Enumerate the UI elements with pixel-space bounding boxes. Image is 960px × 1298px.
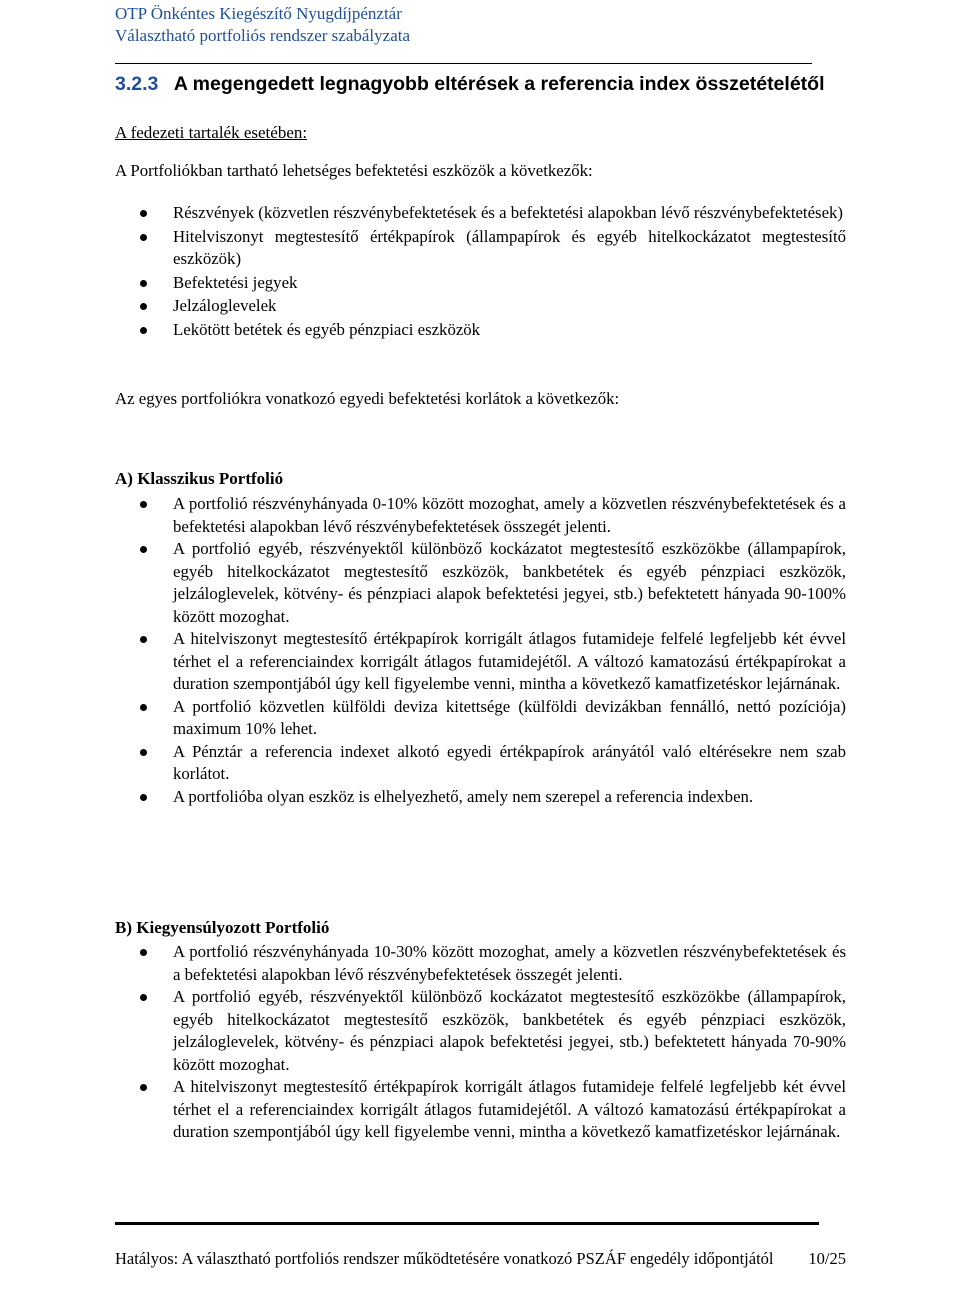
- list-item: A hitelviszonyt megtestesítő értékpapírok korrigált átlagos futamideje felfelé legfeljebb két évvel térhet el a referenciaindex korrigált átlagos futamidejétől. A változó kamatozású értékpapírokat a duration szempontjából úgy kell figyelembe venni, mintha a következő kamatfizetéskor lejárnának.: [115, 1076, 846, 1144]
- page-number: 10/25: [808, 1249, 846, 1268]
- bullet-icon: [140, 546, 147, 553]
- portfolio-b-title: B) Kiegyensúlyozott Portfolió: [115, 918, 330, 937]
- fedezeti-subtitle: A fedezeti tartalék esetében:: [115, 123, 308, 142]
- bullet-icon: [140, 1084, 147, 1091]
- list-item: A Pénztár a referencia indexet alkotó egyedi értékpapírok arányától való eltérésekre nem szab korlátot.: [115, 741, 846, 786]
- bullet-icon: [140, 794, 147, 801]
- list-item: A hitelviszonyt megtestesítő értékpapírok korrigált átlagos futamideje felfelé legfeljebb két évvel térhet el a referenciaindex korrigált átlagos futamidejétől. A változó kamatozású értékpapírokat a duration szempontjából úgy kell figyelembe venni, mintha a következő kamatfizetéskor lejárnának.: [115, 628, 846, 696]
- header-organization: OTP Önkéntes Kiegészítő Nyugdíjpénztár: [115, 4, 402, 23]
- bullet-icon: [140, 994, 147, 1001]
- limits-intro: Az egyes portfoliókra vonatkozó egyedi befektetési korlátok a következők:: [115, 389, 620, 408]
- bullet-icon: [140, 280, 147, 287]
- bullet-icon: [140, 210, 147, 217]
- section-heading: [115, 72, 855, 96]
- section-title: A megengedett legnagyobb eltérések a referencia index összetételétől: [173, 73, 825, 95]
- section-number: 3.2.3: [115, 73, 159, 95]
- list-item: Hitelviszonyt megtestesítő értékpapírok (állampapírok és egyéb hitelkockázatot megtestesítő eszközök): [115, 226, 846, 271]
- bullet-icon: [140, 501, 147, 508]
- list-item: Lekötött betétek és egyéb pénzpiaci eszközök: [115, 319, 846, 342]
- bullet-icon: [140, 749, 147, 756]
- header-document-title: Választható portfoliós rendszer szabályzata: [115, 26, 411, 45]
- bullet-icon: [140, 949, 147, 956]
- list-item: Részvények (közvetlen részvénybefektetések és a befektetési alapokban lévő részvénybefektetések): [115, 202, 846, 225]
- bullet-icon: [140, 303, 147, 310]
- header-divider: [115, 63, 812, 64]
- asset-list: [115, 202, 846, 342]
- bullet-icon: [140, 234, 147, 241]
- list-item: A portfolióba olyan eszköz is elhelyezhető, amely nem szerepel a referencia indexben.: [115, 786, 846, 809]
- portfolio-b-list: [115, 941, 846, 1144]
- list-item: Jelzáloglevelek: [115, 295, 846, 318]
- list-item: A portfolió részvényhányada 0-10% között mozoghat, amely a közvetlen részvénybefektetések és a befektetési alapokban lévő részvénybefektetések összegét jelenti.: [115, 493, 846, 538]
- bullet-icon: [140, 704, 147, 711]
- bullet-icon: [140, 636, 147, 643]
- list-item: A portfolió részvényhányada 10-30% között mozoghat, amely a közvetlen részvénybefektetések és a befektetési alapokban lévő részvénybefektetések összegét jelenti.: [115, 941, 846, 986]
- fedezeti-intro: A Portfoliókban tartható lehetséges befektetési eszközök a következők:: [115, 161, 593, 180]
- footer-text: Hatályos: A választható portfoliós rendszer működtetésére vonatkozó PSZÁF engedély időpontjától: [115, 1249, 774, 1268]
- list-item: A portfolió közvetlen külföldi deviza kitettsége (külföldi devizákban fennálló, nettó pozíciója) maximum 10% lehet.: [115, 696, 846, 741]
- footer-divider: [115, 1222, 819, 1225]
- bullet-icon: [140, 327, 147, 334]
- list-item: Befektetési jegyek: [115, 272, 846, 295]
- list-item: A portfolió egyéb, részvényektől különböző kockázatot megtestesítő eszközökbe (állampapírok, egyéb hitelkockázatot megtestesítő eszközök, bankbetétek és egyéb pénzpiaci eszközök, jelzáloglevelek, kötvény- és pénzpiaci alapok befektetési jegyei, stb.) befektetett hányada 70-90% között mozoghat.: [115, 986, 846, 1076]
- portfolio-a-list: [115, 493, 846, 808]
- list-item: A portfolió egyéb, részvényektől különböző kockázatot megtestesítő eszközökbe (állampapírok, egyéb hitelkockázatot megtestesítő eszközök, bankbetétek és egyéb pénzpiaci eszközök, jelzáloglevelek, kötvény- és pénzpiaci alapok befektetési jegyei, stb.) befektetett hányada 90-100% között mozoghat.: [115, 538, 846, 628]
- portfolio-a-title: A) Klasszikus Portfolió: [115, 469, 284, 488]
